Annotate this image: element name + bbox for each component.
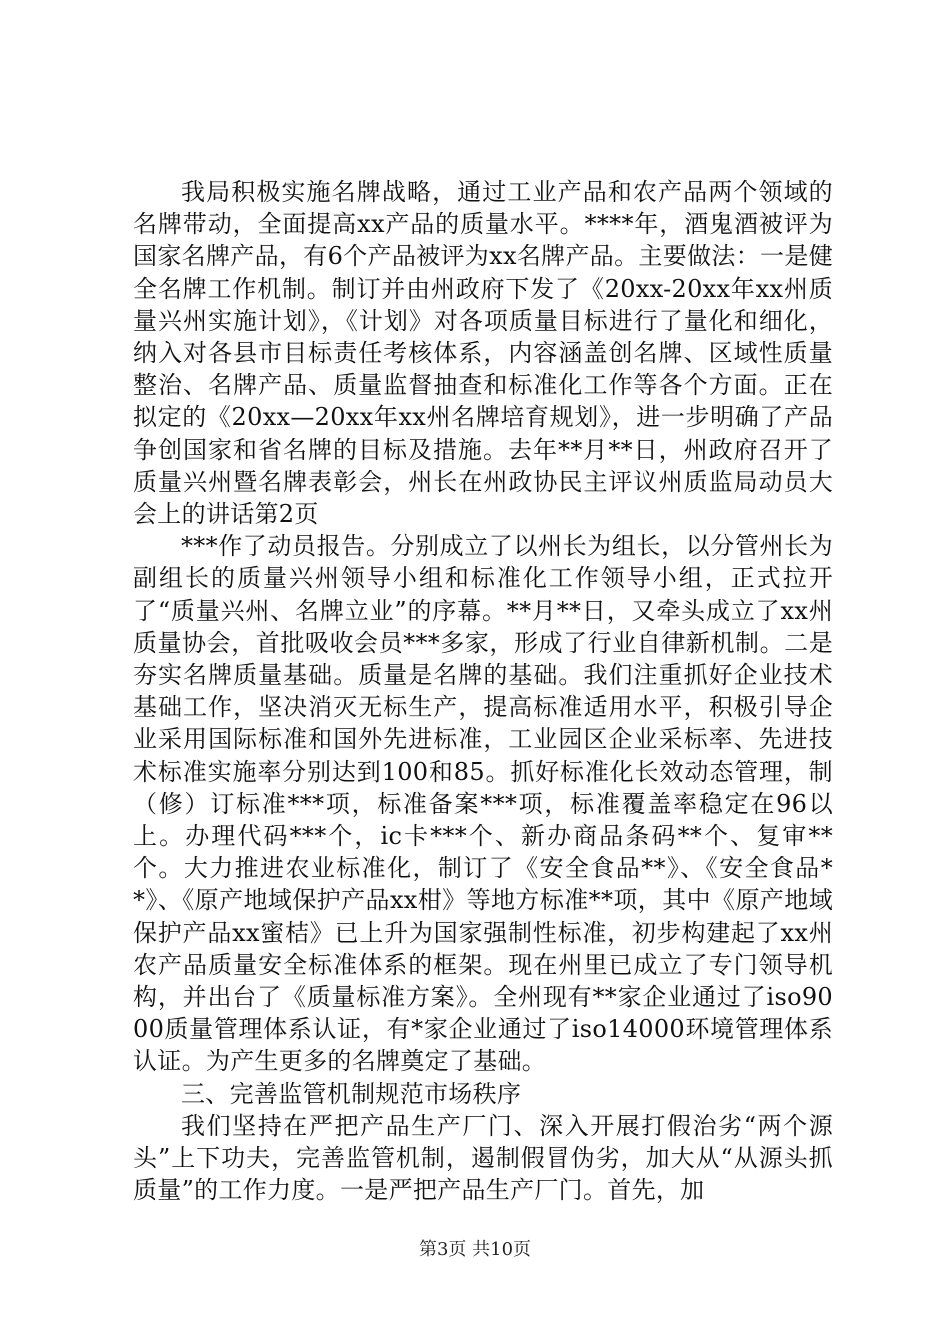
paragraph-brand-strategy: 我局积极实施名牌战略，通过工业产品和农产品两个领域的名牌带动，全面提高xx产品的质量水平。****年，酒鬼酒被评为国家名牌产品，有6个产品被评为xx名牌产品。主要做法：一是健全名牌工作机制。制订并由州政府下发了《20xx-20xx年xx州质量兴州实施计划》，《计划》对各项质量目标进行了量化和细化，纳入对各县市目标责任考核体系，内容涵盖创名牌、区域性质量整治、名牌产品、质量监督抽查和标准化工作等各个方面。正在拟定的《20xx—20xx年xx州名牌培育规划》，进一步明确了产品争创国家和省名牌的目标及措施。去年**月**日，州政府召开了质量兴州暨名牌表彰会，州长在州政协民主评议州质监局动员大会上的讲话第2页 [133,178,833,529]
document-body [133,176,833,1207]
page-number-footer: 第3页 共10页 [418,1239,532,1260]
section-heading: 三、完善监管机制规范市场秩序 [181,1079,522,1108]
paragraph-standardization: ***作了动员报告。分别成立了以州长为组长，以分管州长为副组长的质量兴州领导小组和标准化工作领导小组，正式拉开了“质量兴州、名牌立业”的序幕。**月**日，又牵头成立了xx州质量协会，首批吸收会员***多家，形成了行业自律新机制。二是夯实名牌质量基础。质量是名牌的基础。我们注重抓好企业技术基础工作，坚决消灭无标生产，提高标准适用水平，积极引导企业采用国际标准和国外先进标准，工业园区企业采标率、先进技术标准实施率分别达到100和85。抓好标准化长效动态管理，制（修）订标准***项，标准备案***项，标准覆盖率稳定在96以上。办理代码***个，ic卡***个、新办商品条码**个、复审**个。大力推进农业标准化，制订了《安全食品**》、《安全食品**》、《原产地域保护产品xx柑》等地方标准**项，其中《原产地域保护产品xx蜜桔》已上升为国家强制性标准，初步构建起了xx州农产品质量安全标准体系的框架。现在州里已成立了专门领导机构，并出台了《质量标准方案》。全州现有**家企业通过了iso9000质量管理体系认证，有*家企业通过了iso14000环境管理体系认证。为产生更多的名牌奠定了基础。 [133,532,833,1076]
paragraph-supervision: 我们坚持在严把产品生产厂门、深入开展打假治劣“两个源头”上下功夫，完善监管机制，遏制假冒伪劣，加大从“从源头抓质量”的工作力度。一是严把产品生产厂门。首先，加 [133,1111,833,1205]
